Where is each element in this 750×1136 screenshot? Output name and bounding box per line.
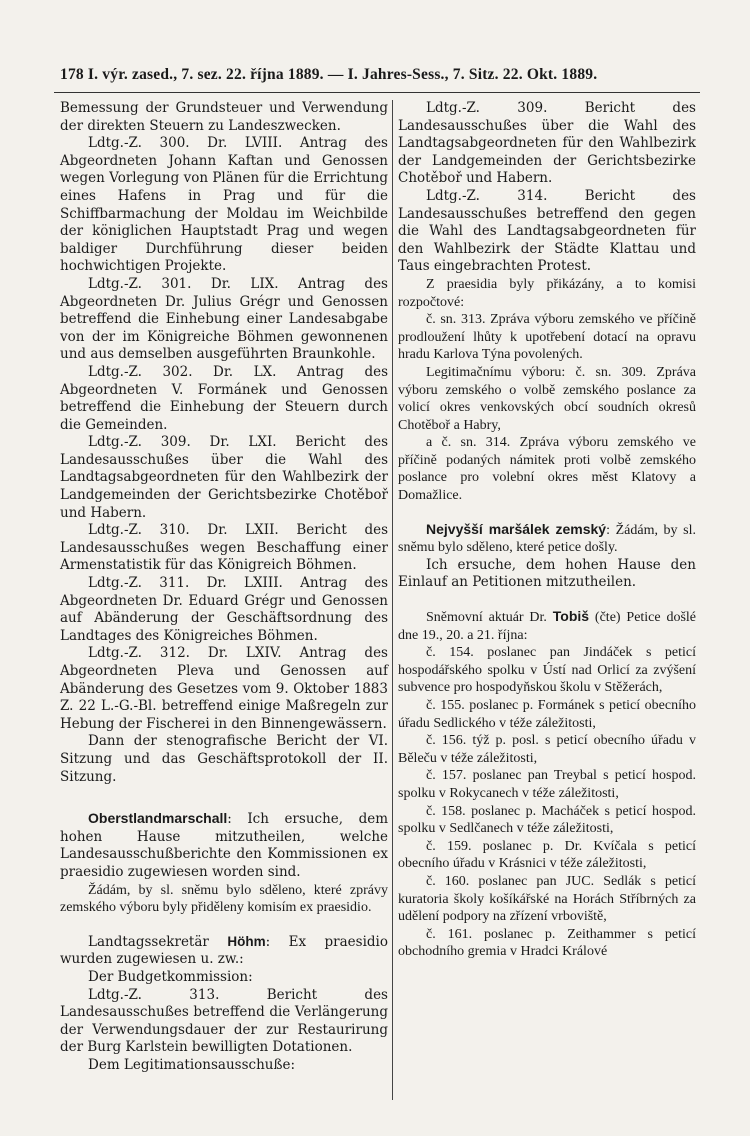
left-column [60,100,388,1074]
speaker-name: Höhm [227,933,266,949]
petition-item: č. 156. týž p. posl. s peticí obecního úřadu v Běleču v téže záležitosti, [398,733,696,766]
petition-item: č. 161. poslanec p. Zeithammer s peticí obchodního gremia v Hradci Králové [398,926,696,960]
paragraph: Ldtg.-Z. 312. Dr. LXIV. Antrag des Abgeordneten Pleva und Genossen auf Abänderung des Gesetzes vom 9. Oktober 1883 Z. 22 L.-G.-Bl. betreffend einige Maßregeln zur Hebung der Fischerei in den Binnengewässern. [60,645,388,732]
speaker-title: Landtagssekretär [88,933,209,950]
paragraph: č. sn. 313. Zpráva výboru zemského ve příčině prodloužení lhůty k upotřebení dotací na opravu hradu Karlova Týna povolených. [398,312,696,363]
paragraph: Ldtg.-Z. 300. Dr. LVIII. Antrag des Abgeordneten Johann Kaftan und Genossen wegen Vorlegung von Plänen für die Errichtung eines Hafens in Prag und für die Schiffbarmachung der Moldau im Weichbilde der königlichen Hauptstadt Prag und wegen baldiger Durchführung dieser beiden hochwichtigen Projekte. [60,135,388,275]
speech-text: (čte) Petice došlé dne 19., 20. a 21. října: [398,610,696,643]
paragraph: Der Budgetkommission: [88,968,253,985]
speaker-name: Tobiš [552,608,590,625]
paragraph: Z praesidia byly přikázány, a to komisi rozpočtové: [398,276,696,310]
page-header: 178 I. výr. zased., 7. sez. 22. října 1889. — I. Jahres-Sess., 7. Sitz. 22. Okt. 1889. [60,66,598,83]
speaker-name: Nejvyšší maršálek zemský [426,520,607,537]
paragraph: Dem Legitimationsausschuße: [88,1056,296,1073]
paragraph: Ldtg.-Z. 309. Bericht des Landesausschußes über die Wahl des Landtagsabgeordneten für den Wahlbezirk der Landgemeinden der Gerichtsbezirke Chotěboř und Habern. [398,100,696,187]
header-rule [54,92,700,93]
speech-text: : Ich ersuche, dem hohen Hause mitzutheilen, welche Landesausschußberichte den Kommissionen ex praesidio zugewiesen worden sind. [60,811,388,880]
paragraph: Legitimačnímu výboru: č. sn. 309. Zpráva výboru zemského o volbě zemského poslance za volicí okres venkovských obcí soudních okresů Chotěboř a Habry, [398,364,696,433]
petition-item: č. 159. poslanec p. Dr. Kvíčala s peticí obecního úřadu v Krásnici v téže záležitosti, [398,838,696,872]
paragraph: Ldtg.-Z. 301. Dr. LIX. Antrag des Abgeordneten Dr. Julius Grégr und Genossen betreffend die Einhebung einer Landesabgabe von der im Königreiche Böhmen gewonnenen und aus demselben ausgeführten Braunkohle. [60,275,388,363]
right-column [398,100,696,961]
column-divider [392,100,393,1100]
speech-text: : Žádám, by sl. sněmu bylo sděleno, které petice došly. [398,522,696,556]
paragraph: Ldtg.-Z. 302. Dr. LX. Antrag des Abgeordneten V. Formánek und Genossen betreffend die Einhebung der Steuern durch die Gemeinden. [60,363,388,433]
petition-item: č. 154. poslanec pan Jindáček s peticí hospodářského spolku v Ústí nad Orlicí za zvýšení subvence pro hospodyňskou školu v Stěžerách, [398,645,696,696]
speech-paragraph [60,810,388,881]
speaker-title: Sněmovní aktuár Dr. [426,610,547,626]
petition-item: č. 155. poslanec p. Formánek s peticí obecního úřadu Sedlického v téže záležitosti, [398,698,696,731]
paragraph: a č. sn. 314. Zpráva výboru zemského ve příčině podaných námitek proti volbě zemského poslance pro volební okres měst Klatovy a Domažlice. [398,435,696,504]
speaker-name: Oberstlandmarschall [88,810,228,827]
petition-item: č. 157. poslanec pan Treybal s peticí hospod. spolku v Rokycanech v téže záležitosti, [398,768,696,801]
petition-item: č. 158. poslanec p. Macháček s peticí hospod. spolku v Sedlčanech v téže záležitosti, [398,803,696,837]
paragraph: Ldtg.-Z. 314. Bericht des Landesausschußes betreffend den gegen die Wahl des Landtagsabgeordneten für den Wahlbezirk der Städte Klattau und Taus eingebrachten Protest. [398,187,696,275]
speech-paragraph [398,608,696,644]
paragraph: Ldtg.-Z. 309. Dr. LXI. Bericht des Landesausschußes über die Wahl des Landtagsabgeordneten für den Wahlbezirk der Landgemeinden der Gerichtsbezirke Chotěboř und Habern. [60,434,388,521]
speech-paragraph-de: Ich ersuche, dem hohen Hause den Einlauf an Petitionen mitzutheilen. [398,556,696,591]
paragraph: Ldtg.-Z. 311. Dr. LXIII. Antrag des Abgeordneten Dr. Eduard Grégr und Genossen auf Abänderung der Geschäftsordnung des Landtages des Königreiches Böhmen. [60,575,388,644]
paragraph: Ldtg.-Z. 313. Bericht des Landesausschußes betreffend die Verlängerung der Verwendungsdauer der zur Restaurirung der Burg Karlstein bewilligten Dotationen. [60,986,388,1056]
speech-text: : Ex praesidio wurden zugewiesen u. zw.: [60,933,388,968]
paragraph: Bemessung der Grundsteuer und Verwendung der direkten Steuern zu Landeszwecken. [60,100,388,134]
paragraph: Ldtg.-Z. 310. Dr. LXII. Bericht des Landesausschußes wegen Beschaffung einer Armenstatistik für das Königreich Böhmen. [60,522,388,574]
speech-paragraph [60,933,388,969]
petition-item: č. 160. poslanec pan JUC. Sedlák s peticí kuratoria školy košíkářské na Horách Stříbrných za udělení podpory na zřízení vrboviště, [398,873,696,925]
speech-paragraph [398,521,696,557]
speech-paragraph-cz: Žádám, by sl. sněmu bylo sděleno, které zprávy zemského výboru byly přiděleny komisím ex praesidio. [60,882,388,916]
paragraph: Dann der stenografische Bericht der VI. Sitzung und das Geschäftsprotokoll der II. Sitzung. [60,733,388,785]
